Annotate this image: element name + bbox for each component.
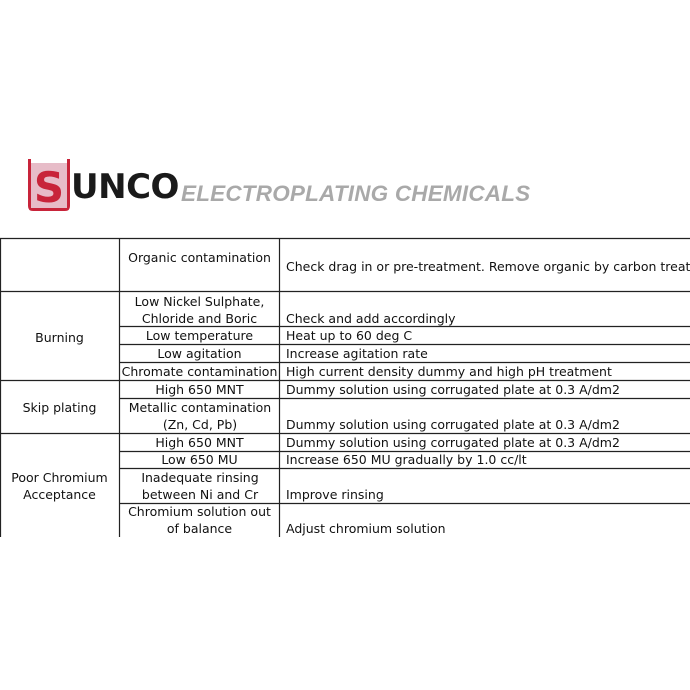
cause-cell: Low agitation [157, 346, 242, 361]
remedy-cell: Check and add accordingly [286, 311, 456, 326]
cause-cell: Organic contamination [128, 250, 271, 265]
remedy-cell: Improve rinsing [286, 487, 384, 502]
remedy-cell: Adjust chromium solution [286, 521, 446, 536]
cause-cell: Low 650 MU [161, 452, 238, 467]
cause-cell: Chromate contamination [121, 364, 278, 379]
svg-text:S: S [33, 163, 65, 211]
fault-cell-poor-chromium-acceptance: Poor Chromium Acceptance [11, 470, 108, 502]
cause-cell: Metallic contamination (Zn, Cd, Pb) [128, 400, 272, 432]
cause-cell: Low temperature [145, 328, 254, 343]
cause-cell: Chromium solution out of balance [128, 504, 271, 536]
cause-cell: Low Nickel Sulphate, Chloride and Boric [134, 294, 265, 326]
tagline: ELECTROPLATING CHEMICALS [181, 181, 531, 206]
remedy-cell: Heat up to 60 deg C [286, 328, 413, 343]
remedy-cell: Increase 650 MU gradually by 1.0 cc/lt [286, 452, 527, 467]
cause-cell: High 650 MNT [155, 435, 244, 450]
remedy-cell: High current density dummy and high pH treatment [286, 364, 612, 379]
cause-cell: Inadequate rinsing between Ni and Cr [141, 470, 259, 502]
cause-cell: High 650 MNT [155, 382, 244, 397]
remedy-cell: Check drag in or pre-treatment. Remove organic by carbon treat [286, 259, 690, 274]
logo-wordmark: UNCO [71, 167, 179, 207]
fault-cell-burning: Burning [35, 330, 84, 345]
remedy-cell: Increase agitation rate [286, 346, 428, 361]
remedy-cell: Dummy solution using corrugated plate at 0.3 A/dm2 [286, 382, 620, 397]
fault-cell-skip-plating: Skip plating [22, 400, 97, 415]
remedy-cell: Dummy solution using corrugated plate at 0.3 A/dm2 [286, 435, 620, 450]
remedy-cell: Dummy solution using corrugated plate at 0.3 A/dm2 [286, 417, 620, 432]
